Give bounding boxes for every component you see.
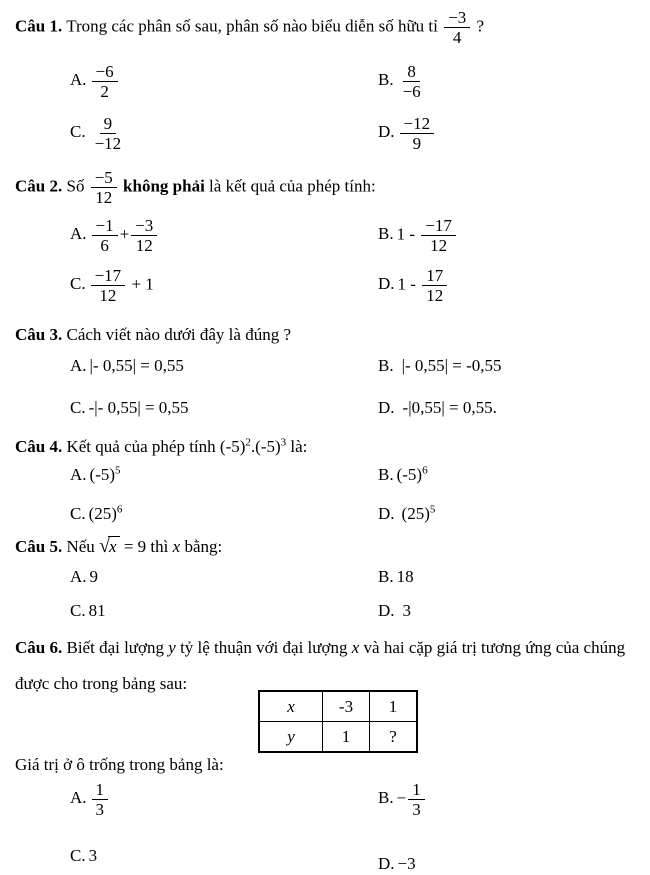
question-6-text: Biết đại lượng <box>66 638 165 657</box>
fraction <box>399 62 425 101</box>
fraction-denominator: 12 <box>426 286 444 306</box>
question-5-label: Câu 5. <box>15 537 63 556</box>
option-key: D. <box>378 504 395 523</box>
option-2d <box>378 266 449 305</box>
option-3d <box>378 397 497 419</box>
fraction <box>92 216 118 255</box>
fraction-denominator: 9 <box>412 134 422 154</box>
question-4-text-after: là: <box>290 437 308 456</box>
exponent: 3 <box>280 436 287 449</box>
table-row-y <box>259 722 417 753</box>
fraction-denominator: 12 <box>135 236 153 256</box>
fraction-numerator: −5 <box>91 168 117 188</box>
radical-sign: √ <box>99 535 111 557</box>
question-5-text: Nếu <box>66 537 95 556</box>
fraction-denominator: 4 <box>452 28 462 48</box>
option-6b <box>378 780 427 819</box>
option-prefix: 1 - <box>397 274 416 294</box>
option-text: −3 <box>397 854 416 873</box>
question-2-bold-text: không phải <box>123 176 205 196</box>
fraction-numerator: 1 <box>92 780 109 800</box>
question-2-label: Câu 2. <box>15 176 63 196</box>
option-text: -|- 0,55| = 0,55 <box>88 398 189 417</box>
fraction <box>422 266 447 305</box>
option-key: B. <box>378 465 394 484</box>
power-base: (-5) <box>396 465 423 484</box>
option-key: D. <box>378 601 395 620</box>
question-3-stem <box>15 324 291 346</box>
fraction-denominator: 12 <box>95 188 113 208</box>
question-1-text: Trong các phân số sau, phân số nào biểu diễn số hữu tỉ <box>66 16 438 36</box>
power-base: (25) <box>401 504 430 523</box>
option-text: |- 0,55| = -0,55 <box>401 356 502 375</box>
option-6a <box>70 780 110 819</box>
fraction-numerator: 9 <box>100 114 117 134</box>
fraction-numerator: −3 <box>444 8 470 28</box>
fraction <box>92 780 109 819</box>
table-cell-y1: 1 <box>323 722 370 753</box>
question-4-text: Kết quả của phép tính (-5) <box>66 437 246 456</box>
option-prefix: 1 - <box>396 224 416 244</box>
option-4a <box>70 464 121 486</box>
fraction-denominator: 12 <box>430 236 448 256</box>
option-1c <box>70 114 127 153</box>
question-3-label: Câu 3. <box>15 325 63 344</box>
question-2-text: Số <box>66 176 85 196</box>
option-2b <box>378 216 458 255</box>
table-row-x <box>259 691 417 722</box>
option-suffix: + 1 <box>131 274 154 294</box>
option-4c <box>70 503 122 525</box>
option-key: B. <box>378 567 394 586</box>
exponent: 5 <box>429 503 436 516</box>
option-text: |- 0,55| = 0,55 <box>89 356 184 375</box>
option-key: C. <box>70 601 86 620</box>
fraction-denominator: −12 <box>94 134 122 154</box>
option-key: D. <box>378 122 395 142</box>
option-key: D. <box>378 274 395 294</box>
fraction-numerator: −17 <box>91 266 126 286</box>
exponent: 6 <box>116 503 123 516</box>
question-6-label: Câu 6. <box>15 638 63 657</box>
fraction-numerator: −17 <box>421 216 456 236</box>
question-6-prompt <box>15 754 224 776</box>
option-text: -|0,55| = 0,55. <box>402 398 497 417</box>
fraction-numerator: −6 <box>92 62 118 82</box>
variable: y <box>168 638 176 657</box>
option-key: B. <box>378 70 394 90</box>
fraction-denominator: 3 <box>412 800 421 820</box>
fraction <box>91 266 126 305</box>
fraction-numerator: −12 <box>400 114 435 134</box>
option-5d <box>378 600 411 622</box>
fraction-numerator: 17 <box>422 266 447 286</box>
option-3b <box>378 355 502 377</box>
option-text: 3 <box>88 846 98 865</box>
fraction <box>421 216 456 255</box>
fraction-numerator: −3 <box>131 216 157 236</box>
option-2a <box>70 216 159 255</box>
question-5-text-mid: = 9 thì <box>123 537 169 556</box>
table-cell-x2: 1 <box>370 691 418 722</box>
fraction-numerator: −1 <box>92 216 118 236</box>
fraction-numerator: 1 <box>408 780 425 800</box>
option-key: A. <box>70 224 87 244</box>
question-6-text-after: và hai cặp giá trị tương ứng của chúng được cho trong bảng sau: <box>15 638 626 693</box>
question-6-text-mid: tỷ lệ thuận với đại lượng <box>180 638 348 657</box>
question-5-stem <box>15 536 222 558</box>
question-1-label: Câu 1. <box>15 16 63 36</box>
option-key: C. <box>70 122 86 142</box>
option-key: A. <box>70 70 87 90</box>
option-6c <box>70 845 97 867</box>
fraction <box>131 216 157 255</box>
option-5c <box>70 600 106 622</box>
option-key: D. <box>378 398 395 417</box>
proportional-values-table <box>258 690 418 753</box>
option-6d <box>378 853 416 875</box>
power-base: (25) <box>88 504 117 523</box>
fraction-denominator: 3 <box>95 800 105 820</box>
option-key: C. <box>70 846 86 865</box>
option-text: 9 <box>89 567 99 586</box>
option-text: 81 <box>88 601 106 620</box>
option-3a <box>70 355 184 377</box>
variable: x <box>172 537 181 556</box>
fraction <box>444 8 470 47</box>
fraction <box>408 780 425 819</box>
option-key: C. <box>70 274 86 294</box>
fraction <box>91 114 126 153</box>
sqrt-expression <box>99 537 120 556</box>
fraction-denominator: 6 <box>100 236 109 256</box>
option-key: D. <box>378 854 395 873</box>
option-3c <box>70 397 189 419</box>
option-key: B. <box>378 788 394 808</box>
question-1-text-after: ? <box>476 16 485 36</box>
table-cell-x-label: x <box>259 691 323 722</box>
fraction <box>92 62 118 101</box>
question-5-text-after: bằng: <box>184 537 223 556</box>
option-2c <box>70 266 154 305</box>
option-key: C. <box>70 398 86 417</box>
question-3-text: Cách viết nào dưới đây là đúng ? <box>66 325 291 344</box>
option-key: C. <box>70 504 86 523</box>
question-4-stem <box>15 436 307 458</box>
option-key: A. <box>70 567 87 586</box>
exponent: 5 <box>115 464 121 477</box>
power-base: (-5) <box>89 465 116 484</box>
option-key: B. <box>378 356 394 375</box>
question-2-text-after: là kết quả của phép tính: <box>209 176 376 196</box>
table-cell-y2: ? <box>370 722 418 753</box>
variable: x <box>351 638 360 657</box>
fraction-numerator: 8 <box>403 62 420 82</box>
fraction-denominator: 2 <box>100 82 109 102</box>
option-1b <box>378 62 427 101</box>
table-cell-y-label: y <box>259 722 323 753</box>
question-1-stem <box>15 8 484 47</box>
exponent: 6 <box>422 464 428 477</box>
fraction-denominator: 12 <box>99 286 117 306</box>
fraction-denominator: −6 <box>402 82 421 102</box>
question-4-label: Câu 4. <box>15 437 63 456</box>
option-4d <box>378 503 435 525</box>
option-5a <box>70 566 98 588</box>
option-key: B. <box>378 224 394 244</box>
fraction <box>400 114 435 153</box>
fraction <box>91 168 117 207</box>
option-5b <box>378 566 414 588</box>
option-4b <box>378 464 428 486</box>
option-key: A. <box>70 465 87 484</box>
question-2-stem <box>15 168 376 207</box>
question-4-text-mid: .(-5) <box>250 437 281 456</box>
option-1a <box>70 62 120 101</box>
option-text: 18 <box>396 567 414 586</box>
option-1d <box>378 114 436 153</box>
radicand: x <box>108 536 120 556</box>
option-key: A. <box>70 356 87 375</box>
option-text: 3 <box>402 601 412 620</box>
table-cell-x1: -3 <box>323 691 370 722</box>
prompt-text: Giá trị ở ô trống trong bảng là: <box>15 755 224 774</box>
operator: + <box>119 224 130 244</box>
minus-sign: − <box>396 788 407 808</box>
exponent: 2 <box>245 436 251 449</box>
option-key: A. <box>70 788 87 808</box>
